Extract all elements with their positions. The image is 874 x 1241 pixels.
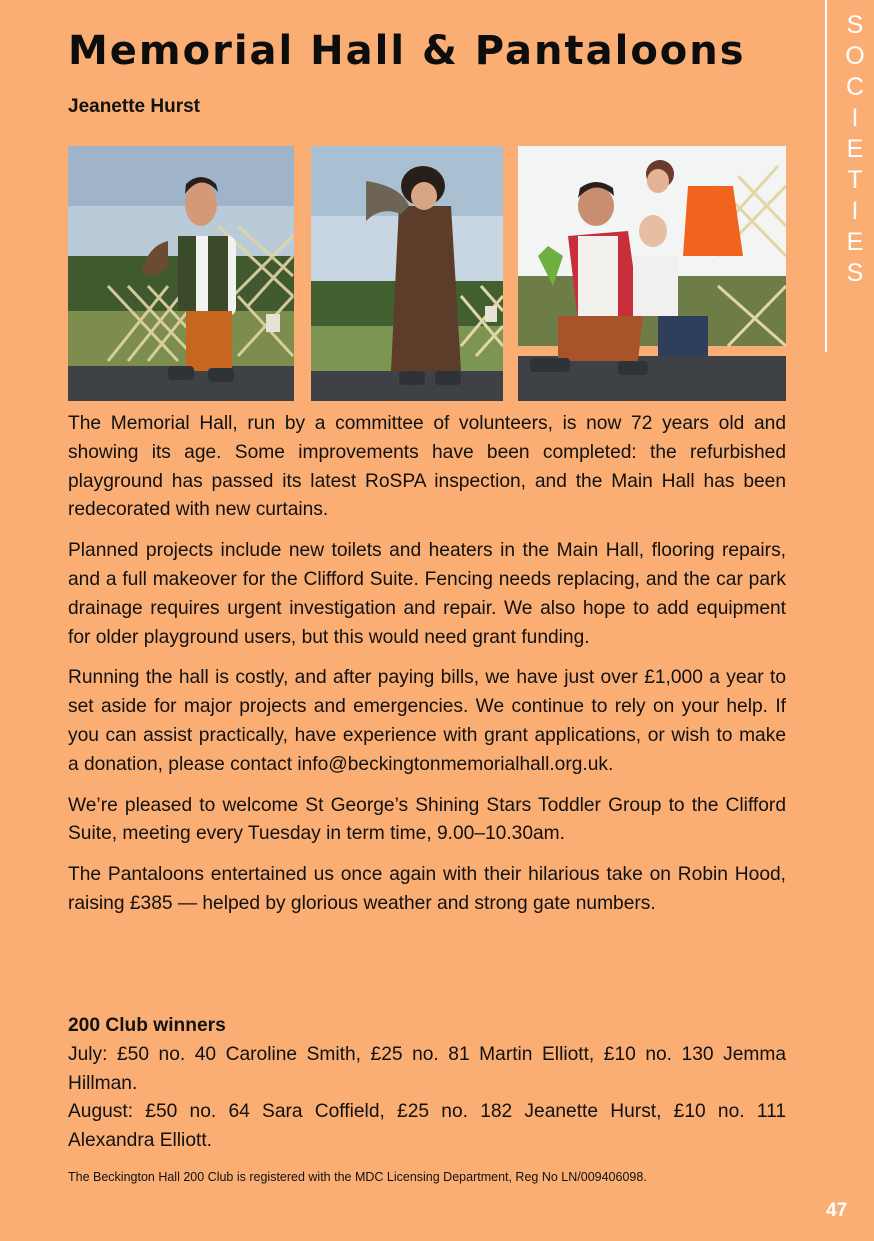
tab-letter: S bbox=[846, 11, 864, 39]
page-number: 47 bbox=[826, 1200, 848, 1221]
tab-letter: O bbox=[845, 42, 865, 70]
article-body bbox=[68, 410, 786, 931]
tab-letter: S bbox=[846, 259, 864, 287]
august-winners: August: £50 no. 64 Sara Coffield, £25 no. 182 Jeanette Hurst, £10 no. 111 Alexandra Elliott. bbox=[68, 1101, 786, 1152]
tab-letter: E bbox=[846, 228, 864, 256]
club-winners-section bbox=[68, 1012, 786, 1156]
performer-with-puppet-photo bbox=[68, 146, 294, 401]
paragraph: Running the hall is costly, and after paying bills, we have just over £1,000 a year to set aside for major projects and emergencies. We continue to rely on your help. If you can assist practically, have experience with grant applications, or wish to make a donation, please contact info@beckingtonmemorialhall.org.uk. bbox=[68, 667, 786, 775]
performer-in-monk-robe-photo bbox=[311, 146, 503, 401]
three-performers-photo bbox=[518, 146, 786, 401]
tab-letter: T bbox=[847, 166, 863, 194]
tab-letter: C bbox=[845, 73, 865, 101]
page-title: Memorial Hall & Pantaloons bbox=[68, 28, 746, 74]
paragraph: Planned projects include new toilets and heaters in the Main Hall, flooring repairs, and a full makeover for the Clifford Suite. Fencing needs replacing, and the car park drainage requires urgent investigation and repair. We also hope to add equipment for older playground users, but this would need grant funding. bbox=[68, 540, 786, 648]
paragraph: The Pantaloons entertained us once again with their hilarious take on Robin Hood, raising £385 — helped by glorious weather and strong gate numbers. bbox=[68, 864, 786, 914]
club-winners-heading: 200 Club winners bbox=[68, 1015, 226, 1036]
july-winners: July: £50 no. 40 Caroline Smith, £25 no. 81 Martin Elliott, £10 no. 130 Jemma Hillman. bbox=[68, 1043, 786, 1094]
paragraph: The Memorial Hall, run by a committee of volunteers, is now 72 years old and showing its age. Some improvements have been completed: the refurbished playground has passed its latest RoSPA inspection, and the Main Hall has been redecorated with new curtains. bbox=[68, 413, 786, 521]
registration-footnote: The Beckington Hall 200 Club is registered with the MDC Licensing Department, Reg No LN/009406098. bbox=[68, 1170, 647, 1184]
paragraph: We’re pleased to welcome St George’s Shining Stars Toddler Group to the Clifford Suite, meeting every Tuesday in term time, 9.00–10.30am. bbox=[68, 794, 786, 845]
tab-letter: E bbox=[846, 135, 864, 163]
section-tab bbox=[825, 0, 874, 352]
author-byline: Jeanette Hurst bbox=[68, 96, 200, 117]
section-tab-letters bbox=[837, 10, 873, 289]
tab-letter: I bbox=[851, 104, 859, 132]
tab-letter: I bbox=[851, 197, 859, 225]
